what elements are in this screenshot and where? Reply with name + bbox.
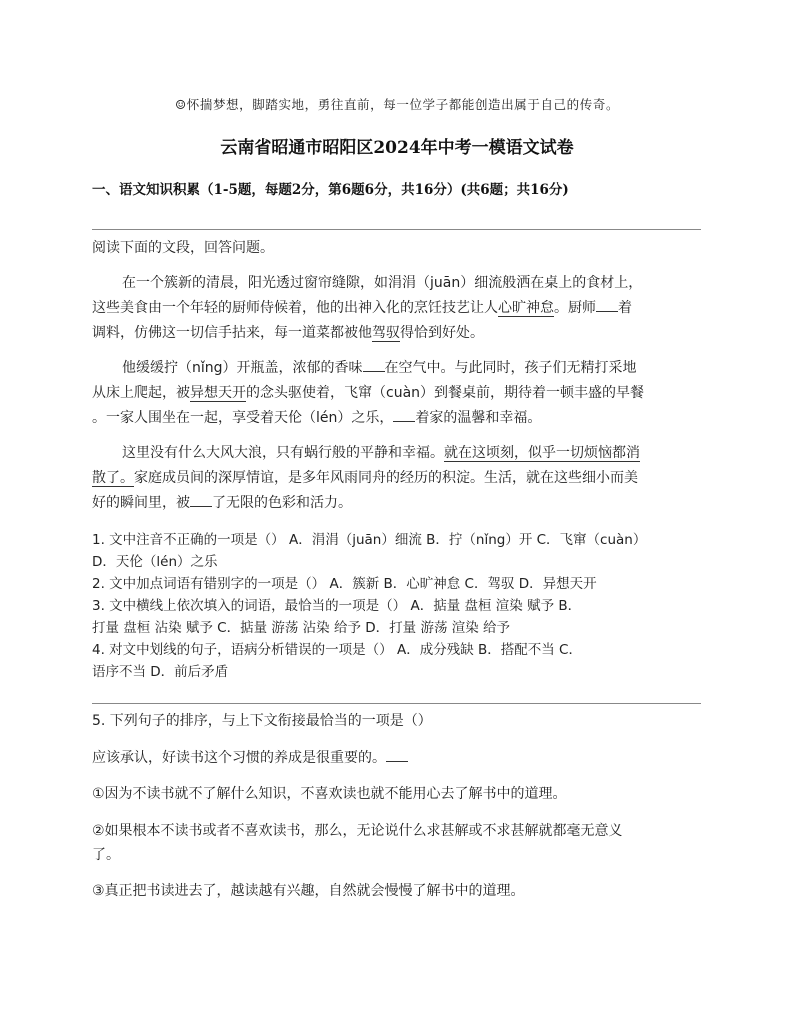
p1-text: 。厨师	[554, 300, 596, 316]
fill-blank-5	[386, 747, 408, 762]
question-3-line1: 3. 文中横线上依次填入的词语，最恰当的一项是（） A．掂量 盘桓 渲染 赋予 B．	[92, 598, 582, 614]
p3-text: 了无限的色彩和活力。	[212, 495, 352, 511]
fill-blank-2	[363, 357, 385, 372]
passage-p1-line3	[92, 322, 484, 342]
p1-text: 调料，仿佛这一切信手拈来，每一道菜都被他	[92, 325, 372, 341]
section-heading: 一、语文知识积累（1-5题，每题2分，第6题6分，共16分）(共6题；共16分)	[92, 182, 569, 198]
p1-text: 得恰到好处。	[400, 325, 484, 341]
passage-p2-line1	[122, 357, 637, 377]
p3-text: 好的瞬间里，被	[92, 495, 190, 511]
passage-p3-line3	[92, 492, 352, 512]
p2-underlined-word: 异想天开	[190, 385, 246, 401]
question-4-line1: 4. 对文中划线的句子，语病分析错误的一项是（） A．成分残缺 B．搭配不当 C．	[92, 642, 582, 658]
question-5-sentence-1: ①因为不读书就不了解什么知识，不喜欢读也就不能用心去了解书中的道理。	[92, 786, 567, 802]
p1-text: 着	[618, 300, 632, 316]
p2-text: 。一家人围坐在一起，享受着天伦（lén）之乐，	[92, 410, 394, 426]
question-2: 2. 文中加点词语有错别字的一项是（） A．簇新 B．心旷神怠 C．驾驭 D．异想天开	[92, 576, 597, 592]
q5-lead-text: 应该承认，好读书这个习惯的养成是很重要的。	[92, 750, 386, 766]
passage-p1-line1: 在一个簇新的清晨，阳光透过窗帘缝隙，如涓涓（juān）细流般洒在桌上的食材上，	[122, 275, 643, 291]
passage-p3-line1	[122, 442, 640, 462]
question-4-line2: 语序不当 D．前后矛盾	[92, 664, 229, 680]
passage-p1-line2	[92, 297, 632, 317]
question-1-line2: D．天伦（lén）之乐	[92, 554, 218, 570]
passage-p2-line3	[92, 407, 541, 427]
question-5-sentence-3: ③真正把书读进去了，越读越有兴趣，自然就会慢慢了解书中的道理。	[92, 883, 525, 899]
passage-p2-line2	[92, 382, 644, 402]
p1-underlined-word: 驾驭	[372, 325, 400, 341]
fill-blank-3	[393, 407, 415, 422]
p3-text: 这里没有什么大风大浪，只有蜗行般的平静和幸福。	[122, 445, 444, 461]
p3-text: 家庭成员间的深厚情谊，是多年风雨同舟的经历的积淀。生活，就在这些细小而美	[134, 470, 638, 486]
question-5-sentence-2-line1: ②如果根本不读书或者不喜欢读书，那么，无论说什么求甚解或不求甚解就都毫无意义	[92, 823, 623, 839]
divider-top	[92, 229, 701, 230]
p1-text: 这些美食由一个年轻的厨师侍候着，他的出神入化的烹饪技艺让人	[92, 300, 498, 316]
p2-text: 从床上爬起，被	[92, 385, 190, 401]
question-1-line1: 1. 文中注音不正确的一项是（） A．涓涓（juān）细流 B．拧（nǐng）开 C．飞窜（cuàn）	[92, 532, 647, 548]
p2-text: 在空气中。与此同时，孩子们无精打采地	[384, 360, 637, 376]
question-5-stem: 5. 下列句子的排序，与上下文衔接最恰当的一项是（）	[92, 713, 432, 729]
passage-p3-line2	[92, 467, 638, 487]
p2-text: 他缓缓拧（nǐng）开瓶盖，浓郁的香味	[122, 360, 363, 376]
exam-title: 云南省昭通市昭阳区2024年中考一模语文试卷	[220, 138, 574, 158]
question-5-sentence-2-line2: 了。	[92, 847, 120, 863]
question-3-line2: 打量 盘桓 沾染 赋予 C．掂量 游荡 沾染 给予 D．打量 游荡 渲染 给予	[92, 620, 511, 636]
p2-text: 的念头驱使着，飞窜（cuàn）到餐桌前，期待着一顿丰盛的早餐	[246, 385, 645, 401]
fill-blank-4	[190, 492, 212, 507]
passage-intro: 阅读下面的文段，回答问题。	[92, 240, 274, 256]
question-5-lead	[92, 747, 408, 767]
p1-underlined-word: 心旷神怠	[498, 300, 554, 316]
fill-blank-1	[596, 297, 618, 312]
p3-underlined-sentence: 散了。	[92, 470, 134, 486]
divider-bottom	[92, 703, 701, 704]
motto-line: ☺怀揣梦想，脚踏实地，勇往直前，每一位学子都能创造出属于自己的传奇。	[174, 97, 620, 112]
p3-underlined-sentence: 就在这顷刻，似乎一切烦恼都消	[444, 445, 640, 461]
p2-text: 着家的温馨和幸福。	[415, 410, 542, 426]
